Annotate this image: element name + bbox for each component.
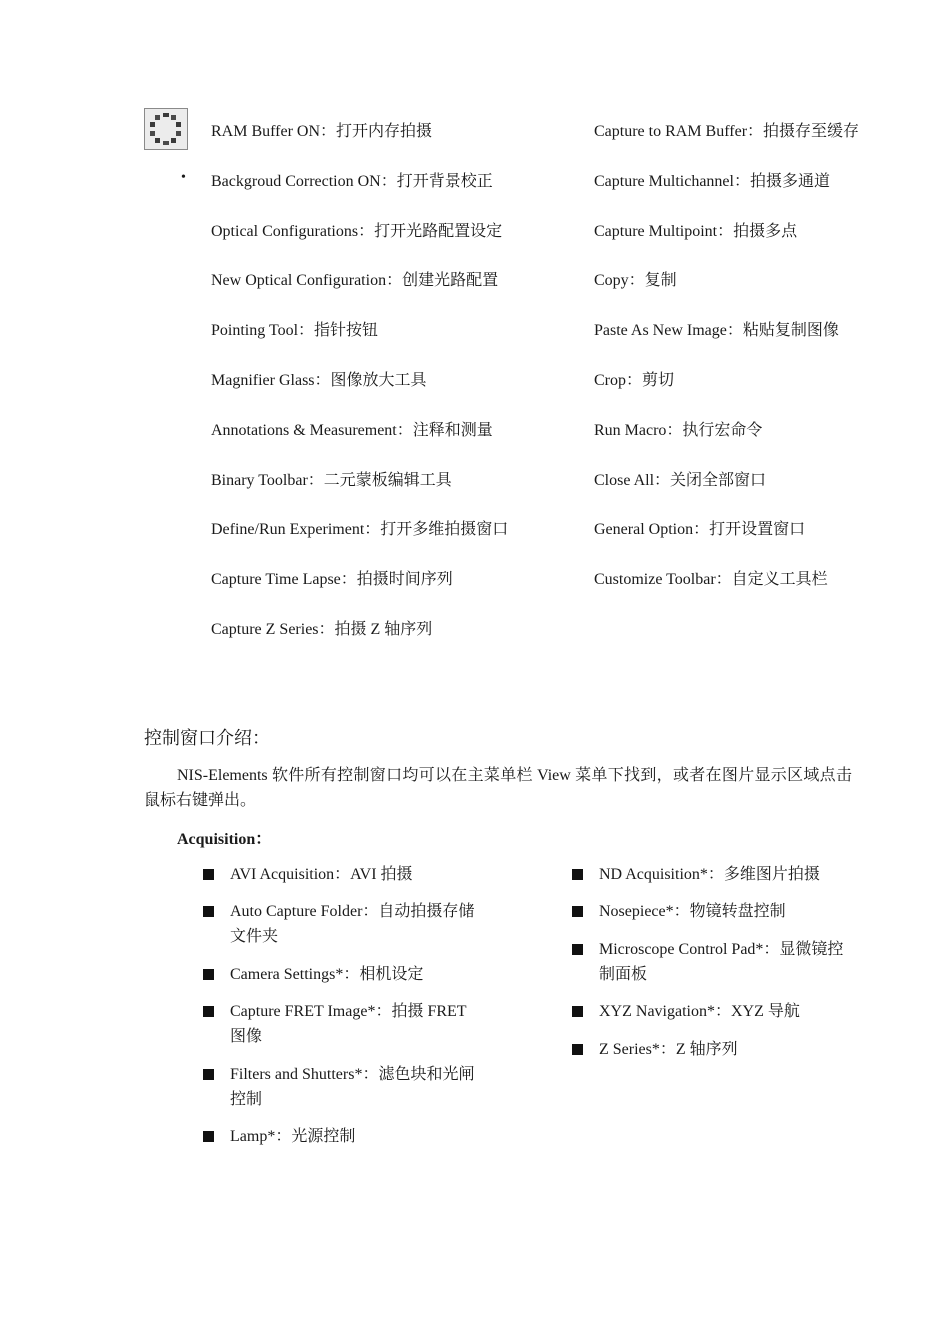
toolbar-desc-item: RAM Buffer ON：打开内存拍摄 bbox=[211, 123, 433, 140]
acquisition-item-text: ND Acquisition*：多维图片拍摄 bbox=[599, 866, 820, 883]
square-bullet bbox=[203, 906, 214, 917]
acquisition-item-text: 文件夹 bbox=[230, 928, 279, 946]
square-bullet bbox=[203, 1069, 214, 1080]
acquisition-list-item bbox=[572, 862, 859, 887]
toolbar-desc-item: General Option：打开设置窗口 bbox=[594, 521, 806, 539]
toolbar-desc-item: Capture Z Series：拍摄 Z 轴序列 bbox=[211, 621, 433, 638]
toolbar-desc-item: Run Macro：执行宏命令 bbox=[594, 421, 763, 439]
toolbar-desc-item: Capture Multichannel：拍摄多通道 bbox=[594, 172, 830, 190]
acquisition-list-item bbox=[572, 899, 859, 924]
acquisition-item-text: Auto Capture Folder：自动拍摄存储 bbox=[230, 903, 475, 921]
acquisition-item-text: AVI Acquisition：AVI 拍摄 bbox=[230, 866, 413, 883]
square-bullet bbox=[572, 906, 583, 917]
acquisition-item-text: Z Series*：Z 轴序列 bbox=[599, 1040, 738, 1058]
toolbar-desc-item: Optical Configurations：打开光路配置设定 bbox=[211, 222, 503, 240]
toolbar-desc-item: Capture Time Lapse：拍摄时间序列 bbox=[211, 571, 453, 589]
toolbar-desc-item: Pointing Tool：指针按钮 bbox=[211, 322, 379, 340]
acquisition-item-text: Microscope Control Pad*：显微镜控 bbox=[599, 940, 844, 958]
toolbar-desc-item: Capture Multipoint：拍摄多点 bbox=[594, 222, 798, 240]
section-title: 控制窗口介绍： bbox=[144, 728, 270, 748]
acquisition-list-item bbox=[203, 962, 500, 987]
acquisition-heading: Acquisition： bbox=[177, 831, 272, 848]
acquisition-item-text: Filters and Shutters*：滤色块和光闸 bbox=[230, 1065, 475, 1083]
toolbar-desc-item: Binary Toolbar：二元蒙板编辑工具 bbox=[211, 471, 452, 489]
acquisition-item-text: XYZ Navigation*：XYZ 导航 bbox=[599, 1003, 800, 1021]
toolbar-desc-item: New Optical Configuration：创建光路配置 bbox=[211, 272, 499, 290]
acquisition-list-item bbox=[203, 862, 500, 887]
toolbar-desc-item: Customize Toolbar：自定义工具栏 bbox=[594, 571, 828, 589]
acquisition-list-item bbox=[203, 1124, 500, 1149]
toolbar-desc-item: Define/Run Experiment：打开多维拍摄窗口 bbox=[211, 521, 509, 539]
acquisition-item-text: Nosepiece*：物镜转盘控制 bbox=[599, 903, 786, 921]
toolbar-desc-item: Paste As New Image：粘贴复制图像 bbox=[594, 322, 839, 340]
toolbar-desc-item: Magnifier Glass：图像放大工具 bbox=[211, 372, 427, 389]
square-bullet bbox=[203, 1006, 214, 1017]
acquisition-list-item bbox=[572, 937, 859, 987]
toolbar-desc-item: Backgroud Correction ON：打开背景校正 bbox=[211, 172, 493, 190]
acquisition-list-item bbox=[572, 999, 859, 1024]
acquisition-item-text: 图像 bbox=[230, 1028, 263, 1046]
acquisition-list-item bbox=[203, 899, 500, 949]
square-bullet bbox=[572, 1044, 583, 1055]
acquisition-item-text: 控制 bbox=[230, 1090, 263, 1108]
ram-buffer-icon bbox=[144, 108, 188, 150]
small-bullet: • bbox=[181, 170, 186, 185]
toolbar-desc-item: Copy：复制 bbox=[594, 272, 677, 290]
square-bullet bbox=[572, 869, 583, 880]
acquisition-item-text: Lamp*：光源控制 bbox=[230, 1128, 356, 1145]
acquisition-list-item bbox=[203, 1062, 500, 1112]
square-bullet bbox=[572, 944, 583, 955]
acquisition-item-text: Camera Settings*：相机设定 bbox=[230, 965, 424, 983]
toolbar-desc-item: Annotations & Measurement：注释和测量 bbox=[211, 421, 493, 439]
square-bullet bbox=[203, 1131, 214, 1142]
toolbar-desc-item: Close All：关闭全部窗口 bbox=[594, 471, 767, 489]
square-bullet bbox=[203, 869, 214, 880]
square-bullet bbox=[572, 1006, 583, 1017]
acquisition-list-item bbox=[572, 1037, 859, 1062]
toolbar-desc-item: Capture to RAM Buffer：拍摄存至缓存 bbox=[594, 123, 860, 140]
square-bullet bbox=[203, 969, 214, 980]
acquisition-item-text: 制面板 bbox=[599, 965, 648, 983]
intro-paragraph: NIS-Elements 软件所有控制窗口均可以在主菜单栏 View 菜单下找到，或者在图片显示区域点击鼠标右键弹出。 bbox=[144, 767, 852, 809]
acquisition-item-text: Capture FRET Image*：拍摄 FRET bbox=[230, 1003, 467, 1021]
acquisition-list-item bbox=[203, 999, 500, 1049]
toolbar-desc-item: Crop：剪切 bbox=[594, 372, 675, 389]
